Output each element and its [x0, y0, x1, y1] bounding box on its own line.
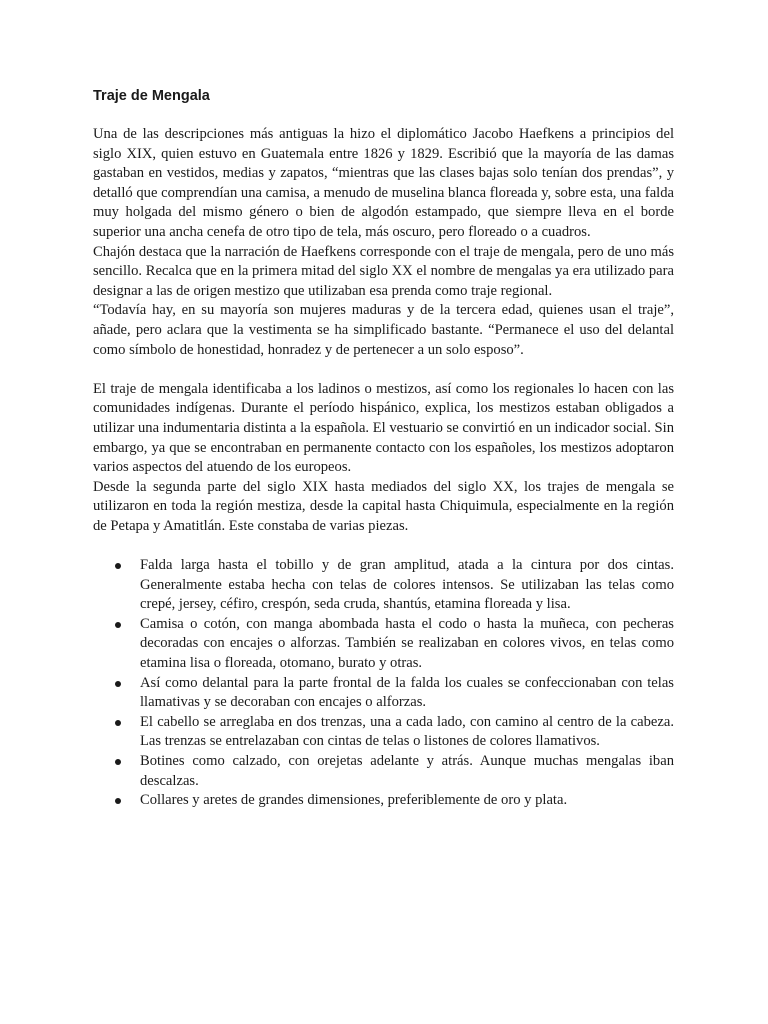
- paragraph: “Todavía hay, en su mayoría son mujeres maduras y de la tercera edad, quienes usan el traje”, añade, pero aclara que la vestimenta se ha simplificado bastante. “Permanece el uso del delantal como símbolo de honestidad, honradez y de pertenecer a un solo esposo”.: [93, 302, 674, 358]
- bullet-icon: [115, 720, 121, 726]
- paragraph-spacer: [93, 536, 674, 556]
- list-item-text: Botines como calzado, con orejetas adelante y atrás. Aunque muchas mengalas iban descalzas.: [140, 753, 674, 789]
- list-item: [93, 615, 674, 674]
- list-item-text: El cabello se arreglaba en dos trenzas, una a cada lado, con camino al centro de la cabeza. Las trenzas se entrelazaban con cintas de telas o listones de colores llamativos.: [140, 713, 674, 750]
- bullet-icon: [115, 681, 121, 687]
- list-item: [93, 713, 674, 752]
- document-page: [93, 86, 674, 811]
- paragraph: Chajón destaca que la narración de Haefkens corresponde con el traje de mengala, pero de uno más sencillo. Recalca que en la primera mitad del siglo XX el nombre de mengalas ya era utilizado para designar a las de origen mestizo que utilizaban esa prenda como traje regional.: [93, 243, 674, 299]
- bullet-icon: [115, 759, 121, 765]
- paragraph: El traje de mengala identificaba a los ladinos o mestizos, así como los regionales lo hacen con las comunidades indígenas. Durante el período hispánico, explica, los mestizos estaban obligados a utilizar una indumentaria distinta a la española. El vestuario se convirtió en un indicador social. Sin embargo, ya que se encontraban en permanente contacto con los españoles, los mestizos adoptaron varios aspectos del atuendo de los europeos.: [93, 380, 674, 476]
- document-title: Traje de Mengala: [93, 88, 210, 104]
- list-item-text: Collares y aretes de grandes dimensiones, preferiblemente de oro y plata.: [140, 792, 568, 809]
- list-item-text: Así como delantal para la parte frontal de la falda los cuales se confeccionaban con telas llamativas y se decoraban con encajes o alforzas.: [140, 674, 674, 711]
- list-item: [93, 556, 674, 615]
- list-item-text: Falda larga hasta el tobillo y de gran amplitud, atada a la cintura por dos cintas. Generalmente estaba hecha con telas de colores intensos. Se utilizaban las telas como crepé, jersey, céfiro, crespón, seda cruda, shantús, etamina floreada y lisa.: [140, 557, 674, 613]
- list-item: [93, 674, 674, 713]
- bullet-list: [93, 556, 674, 811]
- paragraph-spacer: [93, 360, 674, 380]
- list-item-text: Camisa o cotón, con manga abombada hasta el codo o hasta la muñeca, con pecheras decoradas con encajes o alforzas. También se realizaban en colores vivos, en telas como etamina lisa o floreada, otomano, burato y otras.: [140, 615, 674, 672]
- bullet-icon: [115, 622, 121, 628]
- list-item: [93, 752, 674, 791]
- bullet-icon: [115, 563, 121, 569]
- paragraph: Desde la segunda parte del siglo XIX hasta mediados del siglo XX, los trajes de mengala se utilizaron en toda la región mestiza, desde la capital hasta Chiquimula, especialmente en la región de Petapa y Amatitlán. Este constaba de varias piezas.: [93, 478, 674, 534]
- list-item: [93, 791, 674, 811]
- paragraph: Una de las descripciones más antiguas la hizo el diplomático Jacobo Haefkens a principios del siglo XIX, quien estuvo en Guatemala entre 1826 y 1829. Escribió que la mayoría de las damas gastaban en vestidos, medias y zapatos, “mientras que las clases bajas solo tenían dos prendas”, y detalló que comprendían una camisa, a menudo de muselina blanca floreada y, sobre esta, una falda muy holgada del mismo género o bien de algodón estampado, que siempre lleva en el borde superior una ancha cenefa de otro tipo de tela, más oscuro, pero floreado o a cuadros.: [93, 126, 674, 240]
- bullet-icon: [115, 798, 121, 804]
